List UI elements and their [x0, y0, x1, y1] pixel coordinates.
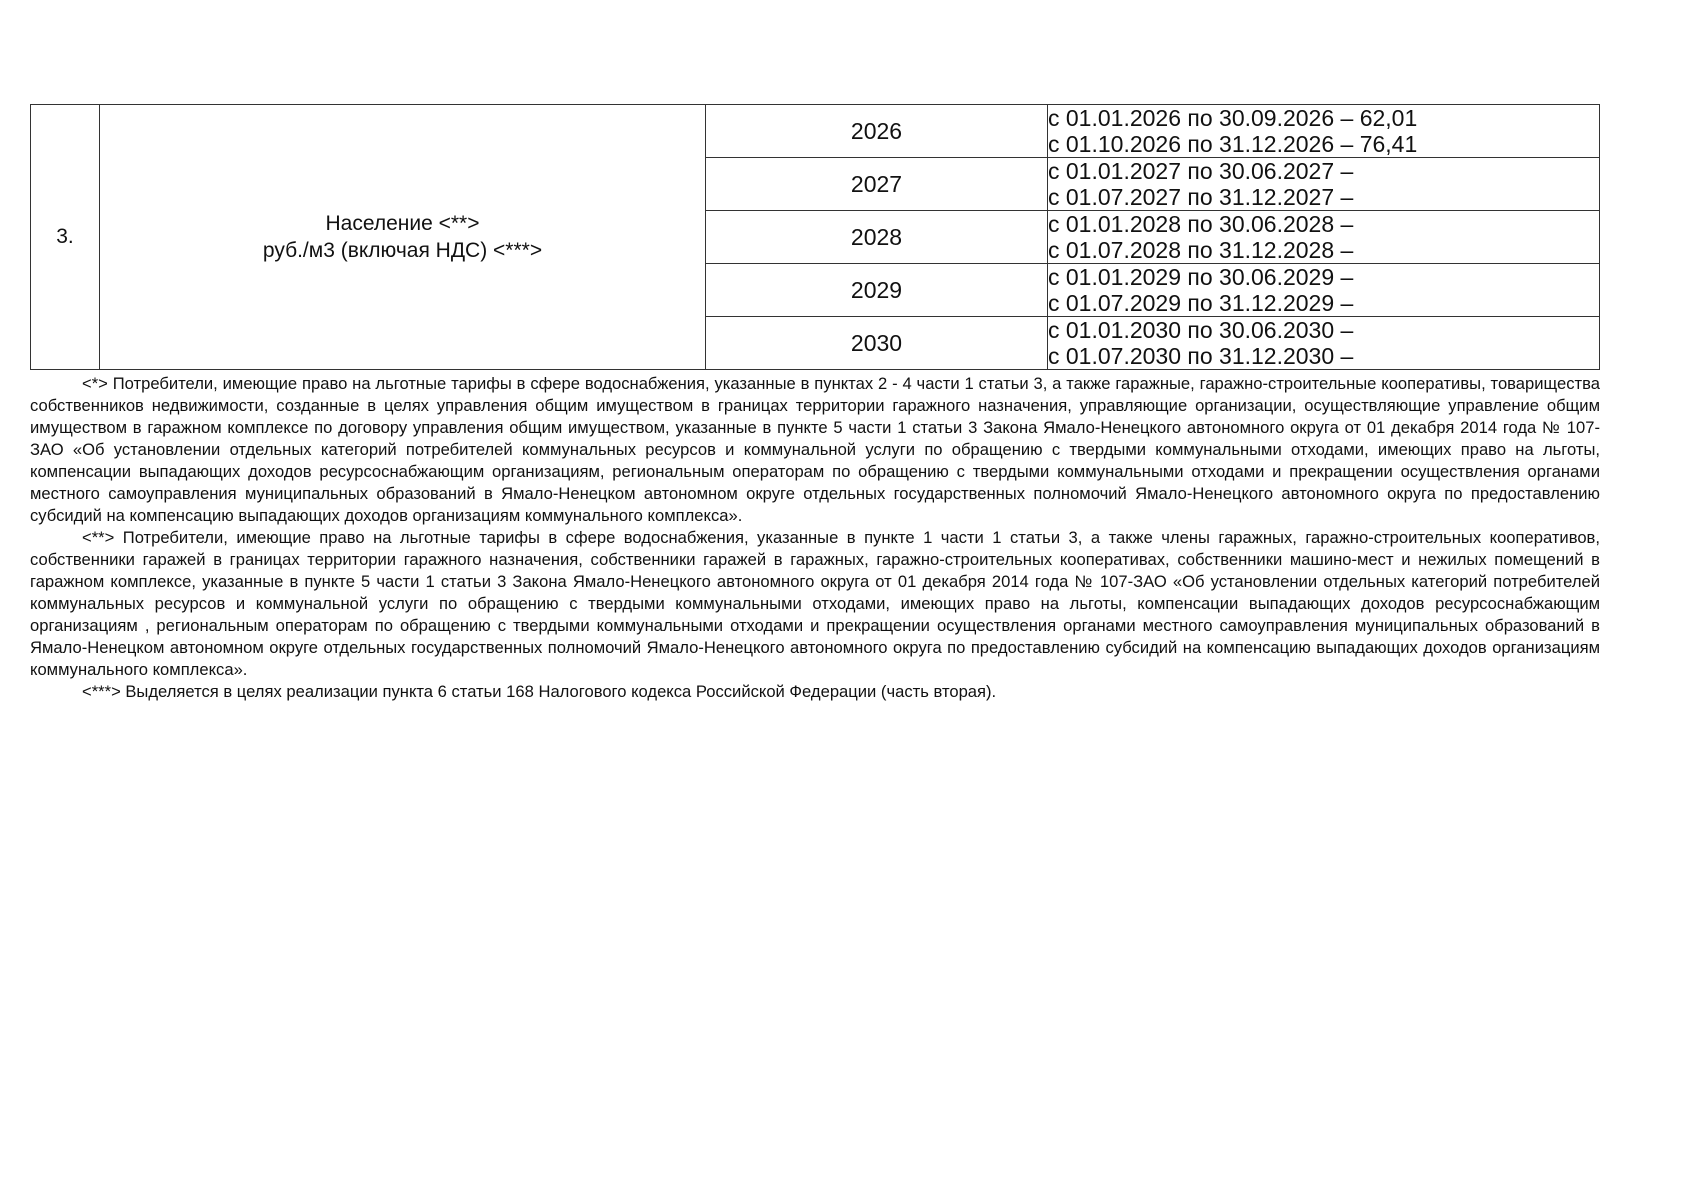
period-line: с 01.10.2026 по 31.12.2026 – 76,41 [1048, 131, 1418, 157]
period-line: с 01.07.2030 по 31.12.2030 – [1048, 343, 1354, 369]
period-line: с 01.07.2028 по 31.12.2028 – [1048, 237, 1354, 263]
footnotes [30, 373, 1600, 703]
period-line: с 01.01.2026 по 30.09.2026 – 62,01 [1048, 105, 1418, 131]
row-number: 3. [56, 225, 74, 248]
period-cell [1048, 105, 1600, 158]
footnote-1: <*> Потребители, имеющие право на льготные тарифы в сфере водоснабжения, указанные в пунктах 2 - 4 части 1 статьи 3, а также гаражные, гаражно-строительные кооперативы, товарищества собственников недвижимости, созданные в целях управления общим имуществом в границах территории гаражного назначения, управляющие организации, осуществляющие управление общим имуществом в гаражном комплексе по договору управления общим имуществом, указанные в пункте 5 части 1 статьи 3 Закона Ямало-Ненецкого автономного округа от 01 декабря 2014 года № 107-ЗАО «Об установлении отдельных категорий потребителей коммунальных ресурсов и коммунальной услуги по обращению с твердыми коммунальными отходами, имеющих право на льготы, компенсации выпадающих доходов ресурсоснабжающим организациям, региональным операторам по обращению с твердыми коммунальными отходами и прекращении осуществления органами местного самоуправления муниципальных образований в Ямало-Ненецком автономном округе отдельных государственных полномочий Ямало-Ненецкого автономного округа по предоставлению субсидий на компенсацию выпадающих доходов организациям коммунального комплекса». [30, 374, 1600, 525]
period-line: с 01.01.2028 по 30.06.2028 – [1048, 211, 1354, 237]
period-cell [1048, 264, 1600, 317]
period-line: с 01.07.2027 по 31.12.2027 – [1048, 184, 1354, 210]
period-line: с 01.07.2029 по 31.12.2029 – [1048, 290, 1354, 316]
consumer-unit: руб./м3 (включая НДС) <***> [262, 239, 543, 262]
footnote-3: <***> Выделяется в целях реализации пункта 6 статьи 168 Налогового кодекса Российской Федерации (часть вторая). [82, 682, 997, 701]
row-number-cell [31, 105, 100, 370]
footnote-2: <**> Потребители, имеющие право на льготные тарифы в сфере водоснабжения, указанные в пункте 1 части 1 статьи 3, а также члены гаражных, гаражно-строительных кооперативов, собственники гаражей в границах территории гаражного назначения, собственники гаражей в гаражных, гаражно-строительных кооперативах, собственники машино-мест и нежилых помещений в гаражном комплексе, указанные в пункте 5 части 1 статьи 3 Закона Ямало-Ненецкого автономного округа от 01 декабря 2014 года № 107-ЗАО «Об установлении отдельных категорий потребителей коммунальных ресурсов и коммунальной услуги по обращению с твердыми коммунальными отходами, имеющих право на льготы, компенсации выпадающих доходов ресурсоснабжающим организациям , региональным операторам по обращению с твердыми коммунальными отходами и прекращении осуществления органами местного самоуправления муниципальных образований в Ямало-Ненецком автономном округе отдельных государственных полномочий Ямало-Ненецкого автономного округа по предоставлению субсидий на компенсацию выпадающих доходов организациям коммунального комплекса». [30, 528, 1600, 679]
period-line: с 01.01.2029 по 30.06.2029 – [1048, 264, 1354, 290]
tariff-table [30, 104, 1600, 370]
year-cell: 2026 [706, 105, 1048, 158]
year-cell: 2030 [706, 317, 1048, 370]
document-page [30, 104, 1600, 703]
period-cell [1048, 158, 1600, 211]
period-line: с 01.01.2030 по 30.06.2030 – [1048, 317, 1354, 343]
period-line: с 01.01.2027 по 30.06.2027 – [1048, 158, 1354, 184]
year-cell: 2027 [706, 158, 1048, 211]
period-cell [1048, 317, 1600, 370]
year-cell: 2028 [706, 211, 1048, 264]
period-cell [1048, 211, 1600, 264]
consumer-category: Население <**> [325, 212, 480, 235]
consumer-cell [100, 105, 706, 370]
year-cell: 2029 [706, 264, 1048, 317]
table-row [31, 105, 1600, 158]
